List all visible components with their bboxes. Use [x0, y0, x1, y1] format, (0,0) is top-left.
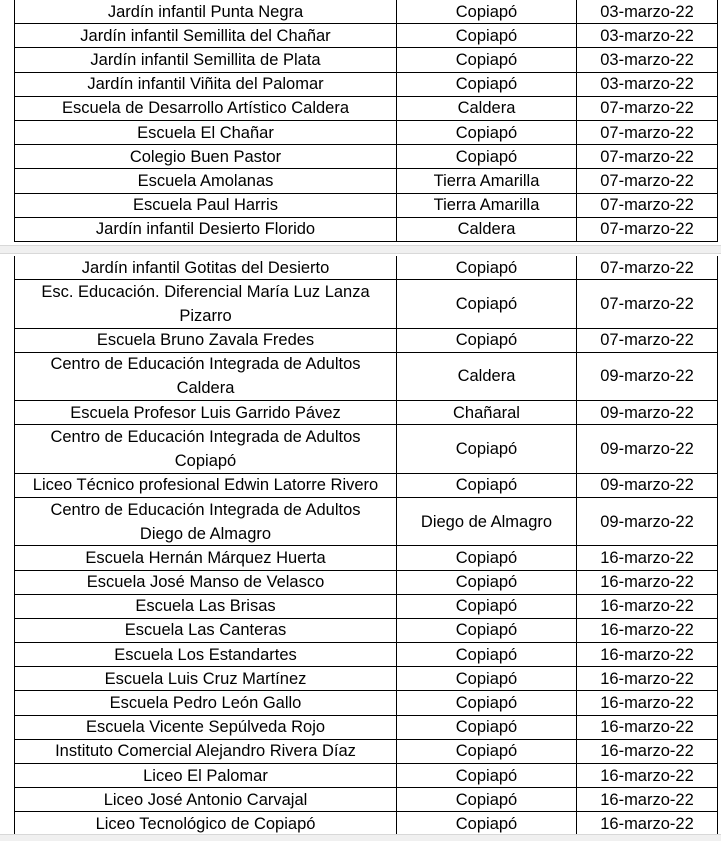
commune-text: Copiapó	[455, 814, 518, 833]
commune-text: Copiapó	[455, 75, 518, 94]
school-name-cell[interactable]	[14, 280, 396, 327]
date-cell[interactable]	[576, 595, 718, 618]
commune-text: Caldera	[457, 220, 516, 239]
school-name-cell[interactable]	[14, 498, 396, 545]
school-name-text: Escuela Paul Harris	[133, 196, 278, 215]
school-name-cell[interactable]	[14, 73, 396, 96]
table-row	[14, 740, 718, 764]
commune-cell[interactable]	[396, 401, 576, 424]
commune-text: Chañaral	[453, 403, 520, 422]
date-cell[interactable]	[576, 0, 718, 23]
date-text: 16-marzo-22	[600, 645, 694, 664]
school-name-text: Escuela José Manso de Velasco	[86, 573, 325, 592]
commune-text: Copiapó	[455, 476, 518, 495]
school-name-cell[interactable]	[14, 169, 396, 192]
table-row	[14, 353, 718, 401]
schedule-table-bottom	[14, 256, 718, 837]
school-name-cell[interactable]	[14, 353, 396, 400]
commune-cell[interactable]	[396, 788, 576, 811]
date-cell[interactable]	[576, 169, 718, 192]
commune-text: Copiapó	[455, 742, 518, 761]
date-text: 07-marzo-22	[600, 258, 694, 277]
school-name-cell[interactable]	[14, 788, 396, 811]
date-text: 16-marzo-22	[600, 694, 694, 713]
page-break-divider	[0, 245, 721, 254]
school-name-text: Escuela de Desarrollo Artístico Caldera	[61, 99, 350, 118]
school-name-cell[interactable]	[14, 643, 396, 666]
school-name-line: Caldera	[176, 379, 235, 398]
table-row	[14, 329, 718, 353]
school-name-text: Escuela Las Brisas	[135, 597, 276, 616]
date-cell[interactable]	[576, 218, 718, 241]
commune-text: Copiapó	[455, 790, 518, 809]
school-name-line: Esc. Educación. Diferencial María Luz Lanza	[41, 282, 370, 301]
school-name-text: Instituto Comercial Alejandro Rivera Díaz	[55, 742, 356, 761]
table-row	[14, 691, 718, 715]
school-name-text: Escuela Pedro León Gallo	[109, 694, 302, 713]
date-text: 09-marzo-22	[600, 512, 694, 531]
date-cell[interactable]	[576, 256, 718, 279]
date-text: 16-marzo-22	[600, 597, 694, 616]
date-cell[interactable]	[576, 691, 718, 714]
commune-cell[interactable]	[396, 218, 576, 241]
commune-cell[interactable]	[396, 256, 576, 279]
commune-text: Diego de Almagro	[420, 512, 553, 531]
table-row	[14, 97, 718, 121]
table-row	[14, 812, 718, 836]
school-name-line: Diego de Almagro	[139, 524, 272, 543]
school-name-text: Escuela Vicente Sepúlveda Rojo	[85, 718, 326, 737]
table-row	[14, 595, 718, 619]
date-text: 07-marzo-22	[600, 220, 694, 239]
school-name-cell[interactable]	[14, 667, 396, 690]
commune-text: Copiapó	[455, 294, 518, 313]
table-row	[14, 218, 718, 242]
school-name-cell[interactable]	[14, 329, 396, 352]
date-cell[interactable]	[576, 571, 718, 594]
date-text: 09-marzo-22	[600, 476, 694, 495]
commune-text: Copiapó	[455, 147, 518, 166]
date-text: 03-marzo-22	[600, 26, 694, 45]
school-name-cell[interactable]	[14, 425, 396, 472]
commune-cell[interactable]	[396, 571, 576, 594]
school-name-text: Escuela Luis Cruz Martínez	[104, 669, 307, 688]
commune-cell[interactable]	[396, 619, 576, 642]
school-name-text: Jardín infantil Gotitas del Desierto	[81, 258, 330, 277]
school-name-cell[interactable]	[14, 97, 396, 120]
school-name-text: Escuela Profesor Luis Garrido Pávez	[70, 403, 341, 422]
commune-cell[interactable]	[396, 474, 576, 497]
commune-text: Copiapó	[455, 645, 518, 664]
commune-cell[interactable]	[396, 121, 576, 144]
date-text: 07-marzo-22	[600, 196, 694, 215]
commune-text: Copiapó	[455, 597, 518, 616]
date-text: 16-marzo-22	[600, 718, 694, 737]
text-cursor	[396, 220, 397, 242]
commune-text: Copiapó	[455, 669, 518, 688]
date-text: 16-marzo-22	[600, 621, 694, 640]
school-name-text: Escuela Bruno Zavala Fredes	[96, 331, 315, 350]
table-row	[14, 764, 718, 788]
table-row	[14, 716, 718, 740]
school-name-text: Escuela El Chañar	[137, 123, 274, 142]
school-name-text: Colegio Buen Pastor	[129, 147, 282, 166]
commune-cell[interactable]	[396, 740, 576, 763]
school-name-cell[interactable]	[14, 764, 396, 787]
date-cell[interactable]	[576, 97, 718, 120]
table-row	[14, 619, 718, 643]
school-name-cell[interactable]	[14, 716, 396, 739]
commune-text: Copiapó	[455, 258, 518, 277]
date-text: 07-marzo-22	[600, 331, 694, 350]
date-cell[interactable]	[576, 667, 718, 690]
date-cell[interactable]	[576, 48, 718, 71]
school-name-text: Jardín infantil Semillita de Plata	[90, 50, 321, 69]
commune-cell[interactable]	[396, 145, 576, 168]
school-name-cell[interactable]	[14, 401, 396, 424]
commune-text: Caldera	[457, 99, 516, 118]
date-text: 16-marzo-22	[600, 814, 694, 833]
school-name-cell[interactable]	[14, 121, 396, 144]
date-cell[interactable]	[576, 740, 718, 763]
commune-text: Tierra Amarilla	[433, 171, 540, 190]
commune-text: Copiapó	[455, 718, 518, 737]
date-cell[interactable]	[576, 145, 718, 168]
commune-cell[interactable]	[396, 194, 576, 217]
date-cell[interactable]	[576, 619, 718, 642]
table-row	[14, 498, 718, 546]
school-name-text: Liceo Técnico profesional Edwin Latorre Rivero	[32, 476, 379, 495]
date-cell[interactable]	[576, 474, 718, 497]
table-row	[14, 169, 718, 193]
date-text: 07-marzo-22	[600, 171, 694, 190]
school-name-cell[interactable]	[14, 474, 396, 497]
commune-text: Copiapó	[455, 26, 518, 45]
date-cell[interactable]	[576, 280, 718, 327]
commune-cell[interactable]	[396, 595, 576, 618]
table-row	[14, 643, 718, 667]
table-row	[14, 145, 718, 169]
table-row	[14, 0, 718, 24]
commune-cell[interactable]	[396, 73, 576, 96]
school-name-text: Escuela Las Canteras	[124, 621, 287, 640]
school-name-cell[interactable]	[14, 691, 396, 714]
commune-text: Copiapó	[455, 440, 518, 459]
table-row	[14, 48, 718, 72]
commune-text: Copiapó	[455, 621, 518, 640]
date-cell[interactable]	[576, 716, 718, 739]
school-name-text: Liceo Tecnológico de Copiapó	[95, 814, 316, 833]
table-row	[14, 474, 718, 498]
commune-text: Caldera	[457, 367, 516, 386]
commune-cell[interactable]	[396, 48, 576, 71]
table-row	[14, 24, 718, 48]
date-cell[interactable]	[576, 329, 718, 352]
table-row	[14, 667, 718, 691]
date-text: 07-marzo-22	[600, 99, 694, 118]
date-text: 16-marzo-22	[600, 766, 694, 785]
school-name-line: Centro de Educación Integrada de Adultos	[50, 428, 361, 447]
commune-cell[interactable]	[396, 353, 576, 400]
school-name-cell[interactable]	[14, 256, 396, 279]
commune-cell[interactable]	[396, 24, 576, 47]
date-cell[interactable]	[576, 24, 718, 47]
date-cell[interactable]	[576, 788, 718, 811]
date-text: 09-marzo-22	[600, 440, 694, 459]
date-text: 07-marzo-22	[600, 123, 694, 142]
commune-text: Copiapó	[455, 2, 518, 21]
date-cell[interactable]	[576, 121, 718, 144]
school-name-line: Copiapó	[174, 452, 237, 471]
school-name-text: Jardín infantil Viñita del Palomar	[87, 75, 324, 94]
schedule-table-top	[14, 0, 718, 242]
school-name-text: Escuela Hernán Márquez Huerta	[85, 548, 326, 567]
commune-text: Copiapó	[455, 123, 518, 142]
commune-cell[interactable]	[396, 812, 576, 835]
table-row	[14, 73, 718, 97]
school-name-text: Escuela Los Estandartes	[114, 645, 297, 664]
commune-cell[interactable]	[396, 0, 576, 23]
school-name-text: Jardín infantil Desierto Florido	[95, 220, 316, 239]
date-cell[interactable]	[576, 353, 718, 400]
commune-cell[interactable]	[396, 97, 576, 120]
date-cell[interactable]	[576, 73, 718, 96]
commune-cell[interactable]	[396, 425, 576, 472]
commune-text: Copiapó	[455, 694, 518, 713]
school-name-cell[interactable]	[14, 619, 396, 642]
date-text: 03-marzo-22	[600, 50, 694, 69]
commune-cell[interactable]	[396, 498, 576, 545]
date-text: 16-marzo-22	[600, 790, 694, 809]
commune-cell[interactable]	[396, 764, 576, 787]
school-name-text: Liceo El Palomar	[143, 766, 268, 785]
date-text: 03-marzo-22	[600, 75, 694, 94]
date-text: 16-marzo-22	[600, 669, 694, 688]
school-name-line: Pizarro	[179, 306, 232, 325]
table-row	[14, 571, 718, 595]
commune-cell[interactable]	[396, 716, 576, 739]
school-name-cell[interactable]	[14, 571, 396, 594]
school-name-cell[interactable]	[14, 595, 396, 618]
school-name-cell[interactable]	[14, 24, 396, 47]
school-name-cell[interactable]	[14, 812, 396, 835]
date-cell[interactable]	[576, 546, 718, 569]
date-text: 03-marzo-22	[600, 2, 694, 21]
school-name-line: Centro de Educación Integrada de Adultos	[50, 500, 361, 519]
date-cell[interactable]	[576, 498, 718, 545]
commune-text: Tierra Amarilla	[433, 196, 540, 215]
table-row	[14, 121, 718, 145]
table-row	[14, 256, 718, 280]
commune-cell[interactable]	[396, 643, 576, 666]
commune-text: Copiapó	[455, 548, 518, 567]
date-cell[interactable]	[576, 643, 718, 666]
school-name-cell[interactable]	[14, 145, 396, 168]
table-row	[14, 194, 718, 218]
school-name-line: Centro de Educación Integrada de Adultos	[50, 355, 361, 374]
table-row	[14, 280, 718, 328]
school-name-cell[interactable]	[14, 0, 396, 23]
date-text: 16-marzo-22	[600, 742, 694, 761]
school-name-cell[interactable]	[14, 48, 396, 71]
commune-cell[interactable]	[396, 280, 576, 327]
school-name-text: Liceo José Antonio Carvajal	[103, 790, 308, 809]
date-cell[interactable]	[576, 194, 718, 217]
commune-cell[interactable]	[396, 546, 576, 569]
commune-text: Copiapó	[455, 331, 518, 350]
date-text: 16-marzo-22	[600, 573, 694, 592]
commune-text: Copiapó	[455, 573, 518, 592]
date-text: 07-marzo-22	[600, 147, 694, 166]
school-name-cell[interactable]	[14, 218, 396, 241]
date-text: 09-marzo-22	[600, 367, 694, 386]
commune-cell[interactable]	[396, 667, 576, 690]
date-cell[interactable]	[576, 401, 718, 424]
table-row	[14, 788, 718, 812]
school-name-cell[interactable]	[14, 740, 396, 763]
date-cell[interactable]	[576, 764, 718, 787]
school-name-text: Jardín infantil Semillita del Chañar	[80, 26, 331, 45]
commune-cell[interactable]	[396, 169, 576, 192]
school-name-cell[interactable]	[14, 194, 396, 217]
date-text: 09-marzo-22	[600, 403, 694, 422]
date-cell[interactable]	[576, 812, 718, 835]
date-text: 07-marzo-22	[600, 294, 694, 313]
table-row	[14, 425, 718, 473]
school-name-cell[interactable]	[14, 546, 396, 569]
table-row	[14, 401, 718, 425]
school-name-text: Jardín infantil Punta Negra	[107, 2, 304, 21]
table-row	[14, 546, 718, 570]
commune-text: Copiapó	[455, 766, 518, 785]
school-name-text: Escuela Amolanas	[137, 171, 274, 190]
date-text: 16-marzo-22	[600, 548, 694, 567]
date-cell[interactable]	[576, 425, 718, 472]
commune-text: Copiapó	[455, 50, 518, 69]
commune-cell[interactable]	[396, 691, 576, 714]
commune-cell[interactable]	[396, 329, 576, 352]
